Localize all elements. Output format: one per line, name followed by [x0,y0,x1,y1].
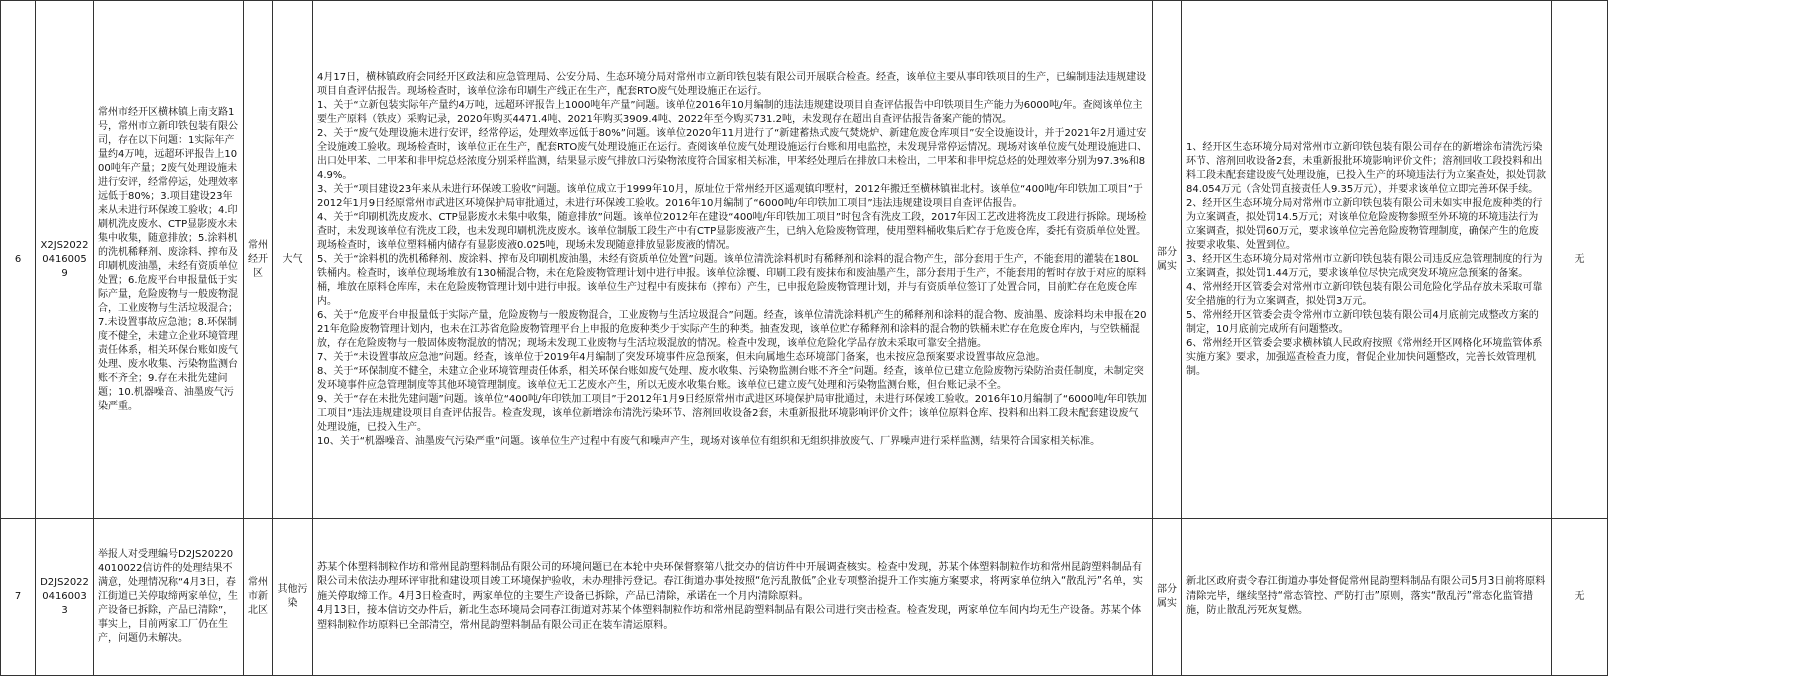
handling-measures [1182,519,1552,676]
finding-paragraph: 7、关于“未设置事故应急池”问题。经查，该单位于2019年4月编制了突发环境事件应急预案，但未向属地生态环境部门备案，也未按应急预案要求设置事故应急池。 [317,351,1148,365]
complaint-content: 举报人对受理编号D2JS202204010022信访件的处理结果不满意，处理情况称“4月3日，春江街道已关停取缔两家单位，生产设备已拆除，产品已清除”，事实上，目前两家工厂仍在生产，问题仍未解决。 [94,519,244,676]
finding-paragraph: 苏某个体塑料制粒作坊和常州昆韵塑料制品有限公司的环境问题已在本轮中央环保督察第八批交办的信访件中开展调查核实。检查中发现，苏某个体塑料制粒作坊和常州昆韵塑料制品有限公司未依法办理环评审批和建设项目竣工环境保护验收，未办理排污登记。春江街道办事处按照“危污乱散低”企业专项整治提升工作实施方案要求，将两家单位纳入“散乱污”名单，实施关停取缔工作。4月3日检查时，两家单位的主要生产设备已拆除，产品已清除，承诺在一个月内清除原料。 [317,561,1148,605]
finding-paragraph: 1、关于“立新包装实际年产量约4万吨，远超环评报告上1000吨年产量”问题。该单位2016年10月编制的违法违规建设项目自查评估报告中印铁项目生产能力为6000吨/年。查阅该单位主要生产原料（铁皮）采购记录，2020年购买4471.4吨、2021年购买3909.4吨、2022年至今购买731.2吨，未发现存在超出自查评估报告备案产能的情况。 [317,99,1148,127]
finding-paragraph: 3、关于“项目建设23年来从未进行环保竣工验收”问题。该单位成立于1999年10月，原址位于常州经开区遥观镇印墅村，2012年搬迁至横林镇崔北村。该单位“400吨/年印铁加工项目”于2012年1月9日经原常州市武进区环境保护局审批通过，未进行环保竣工验收。2016年10月编制了“6000吨/年印铁加工项目”违法违规建设项目自查评估报告。 [317,183,1148,211]
verdict: 部分属实 [1153,1,1182,519]
measure-paragraph: 5、常州经开区管委会责令常州市立新印铁包装有限公司4月底前完成整改方案的制定，10月底前完成所有问题整改。 [1186,309,1547,337]
case-code: X2JS202204160059 [36,1,94,519]
handling-measures [1182,1,1552,519]
row-index: 6 [1,1,36,519]
row-index: 7 [1,519,36,676]
finding-paragraph: 5、关于“涂料机的洗机稀释剂、废涂料、搾布及印刷机废油墨，未经有资质单位处置”问题。该单位清洗涂料机时有稀释剂和涂料的混合物产生，部分套用于生产，不能套用的灌装在180L铁桶内。检查时，该单位现场堆放有130桶混合物，未在危险废物管理计划中进行申报。该单位涂覆、印刷工段有废抹布和废油墨产生，部分套用于生产，不能套用的暂时存放于对应的原料桶，堆放在原料仓库库，未在危险废物管理计划中进行申报。该单位生产过程中有废抹布（搾布）产生，已申报危险废物管理计划，并与有资质单位签订了处置合同，目前贮存在危废仓库内。 [317,253,1148,309]
finding-paragraph: 8、关于“环保制度不健全，未建立企业环境管理责任体系，相关环保台账如废气处理、废水收集、污染物监测台账不齐全”问题。经查，该单位已建立危险废物污染防治责任制度，未制定突发环境事件应急管理制度等其他环境管理制度。该单位无工艺废水产生，所以无废水收集台账。该单位已建立废气处理和污染物监测台账，但台账记录不全。 [317,365,1148,393]
pollution-type: 其他污染 [273,519,313,676]
accountability: 无 [1552,1,1608,519]
finding-paragraph: 2、关于“废气处理设施未进行安评，经常停运，处理效率远低于80%”问题。该单位2020年11月进行了“新建蓄热式废气焚烧炉、新建危废仓库项目”安全设施设计，并于2021年2月通过安全设施竣工验收。现场检查时，该单位正在生产，配套RTO废气处理设施正在运行。查阅该单位废气处理设施运行台账和用电监控，未发现异常停运情况。现场对该单位废气处理设施进口、出口处甲苯、二甲苯和非甲烷总烃浓度分别采样监测，结果显示废气排放口污染物浓度符合国家相关标准，甲苯经处理后在排放口未检出，二甲苯和非甲烷总烃的处理效率分别为97.3%和84.9%。 [317,127,1148,183]
finding-paragraph: 4、关于“印刷机洗皮废水、CTP显影废水未集中收集，随意排放”问题。该单位2012年在建设“400吨/年印铁加工项目”时包含有洗皮工段，2017年因工艺改进将洗皮工段进行拆除。现场检查时，未发现该单位有洗皮工段，也未发现印刷机洗皮废水。该单位制版工段生产中有CTP显影废液产生，已纳入危险废物管理，使用塑料桶收集后贮存于危废仓库，委托有资质单位处置。现场检查时，该单位塑料桶内储存有显影废液0.025吨，现场未发现随意排放显影废液的情况。 [317,211,1148,253]
case-code: D2JS202204160033 [36,519,94,676]
finding-paragraph: 10、关于“机器噪音、油墨废气污染严重”问题。该单位生产过程中有废气和噪声产生，现场对该单位有组织和无组织排放废气、厂界噪声进行采样监测，结果符合国家相关标准。 [317,435,1148,449]
investigation-findings [313,1,1153,519]
table-row [1,1,1803,519]
accountability: 无 [1552,519,1608,676]
measure-paragraph: 3、经开区生态环境分局对常州市立新印铁包装有限公司违反应急管理制度的行为立案调查，拟处罚1.44万元，要求该单位尽快完成突发环境应急预案的备案。 [1186,253,1547,281]
district: 常州经开区 [244,1,273,519]
measure-paragraph: 6、常州经开区管委会要求横林镇人民政府按照《常州经开区网格化环境监管体系实施方案》要求，加强巡查检查力度，督促企业加快问题整改，完善长效管理机制。 [1186,337,1547,379]
pollution-type: 大气 [273,1,313,519]
complaint-content: 常州市经开区横林镇上南支路1号，常州市立新印铁包装有限公司，存在以下问题：1实际年产量约4万吨，远超环评报告上1000吨年产量；2废气处理设施未进行安评，经常停运，处理效率远低于80%；3.项目建设23年来从未进行环保竣工验收；4.印刷机洗皮废水、CTP显影废水未集中收集，随意排放；5.涂料机的洗机稀释剂、废涂料、搾布及印刷机废油墨，未经有资质单位处置；6.危废平台申报量低于实际产量，危险废物与一般废物混合，工业废物与生活垃圾混合；7.未设置事故应急池；8.环保制度不健全，未建立企业环境管理责任体系，相关环保台账如废气处理、废水收集、污染物监测台账不齐全；9.存在未批先建问题；10.机器噪音、油墨废气污染严重。 [94,1,244,519]
verdict: 部分属实 [1153,519,1182,676]
measure-paragraph: 新北区政府责令春江街道办事处督促常州昆韵塑料制品有限公司5月3日前将原料清除完毕，继续坚持“常态管控、严防打击”原则，落实“散乱污”常态化监管措施，防止散乱污死灰复燃。 [1186,575,1547,619]
measure-paragraph: 2、经开区生态环境分局对常州市立新印铁包装有限公司未如实申报危废种类的行为立案调查，拟处罚14.5万元；对该单位危险废物参照至外环境的环境违法行为立案调查，拟处罚60万元，要求该单位完善危险废物管理制度，确保产生的危废按要求收集、处置到位。 [1186,197,1547,253]
district: 常州市新北区 [244,519,273,676]
finding-paragraph: 9、关于“存在未批先建问题”问题。该单位“400吨/年印铁加工项目”于2012年1月9日经原常州市武进区环境保护局审批通过，未进行环保竣工验收。2016年10月编制了“6000吨/年印铁加工项目”违法违规建设项目自查评估报告。检查发现，该单位新增涂布清洗污染环节、溶剂回收设备2套，未重新报批环境影响评价文件；该单位原料仓库、投料和出料工段未配套建设废气处理设施，已投入生产。 [317,393,1148,435]
finding-paragraph: 4月17日，横林镇政府会同经开区政法和应急管理局、公安分局、生态环境分局对常州市立新印铁包装有限公司开展联合检查。经查，该单位主要从事印铁项目的生产，已编制违法违规建设项目自查评估报告。现场检查时，该单位涂布印刷生产线正在生产，配套RTO废气处理设施正在运行。 [317,71,1148,99]
finding-paragraph: 4月13日，接本信访交办件后，新北生态环境局会同春江街道对苏某个体塑料制粒作坊和常州昆韵塑料制品有限公司进行突击检查。检查发现，两家单位车间内均无生产设备。苏某个体塑料制粒作坊原料已全部清空，常州昆韵塑料制品有限公司正在装车清运原料。 [317,604,1148,633]
table-row [1,519,1803,676]
investigation-findings [313,519,1153,676]
measure-paragraph: 1、经开区生态环境分局对常州市立新印铁包装有限公司存在的新增涂布清洗污染环节、溶剂回收设备2套，未重新报批环境影响评价文件；溶剂回收工段投料和出料工段未配套建设废气处理设施，已投入生产的环境违法行为立案查处，拟处罚款84.054万元（含处罚直接责任人9.35万元），并要求该单位立即完善环保手续。 [1186,141,1547,197]
measure-paragraph: 4、常州经开区管委会对常州市立新印铁包装有限公司危险化学品存放未采取可靠安全措施的行为立案调查，拟处罚3万元。 [1186,281,1547,309]
finding-paragraph: 6、关于“危废平台申报量低于实际产量，危险废物与一般废物混合，工业废物与生活垃圾混合”问题。经查，该单位清洗涂料机产生的稀释剂和涂料的混合物、废油墨、废涂料均未申报在2021年危险废物管理计划内，也未在江苏省危险废物管理平台上申报的危废种类少于实际产生的种类。抽查发现，该单位贮存稀释剂和涂料的混合物的铁桶未贮存在危废仓库内，与空铁桶混放，存在危险废物与一般固体废物混放的情况；现场未发现工业废物与生活垃圾混放的情况。检查中发现，该单位危险化学品存放未采取可靠安全措施。 [317,309,1148,351]
